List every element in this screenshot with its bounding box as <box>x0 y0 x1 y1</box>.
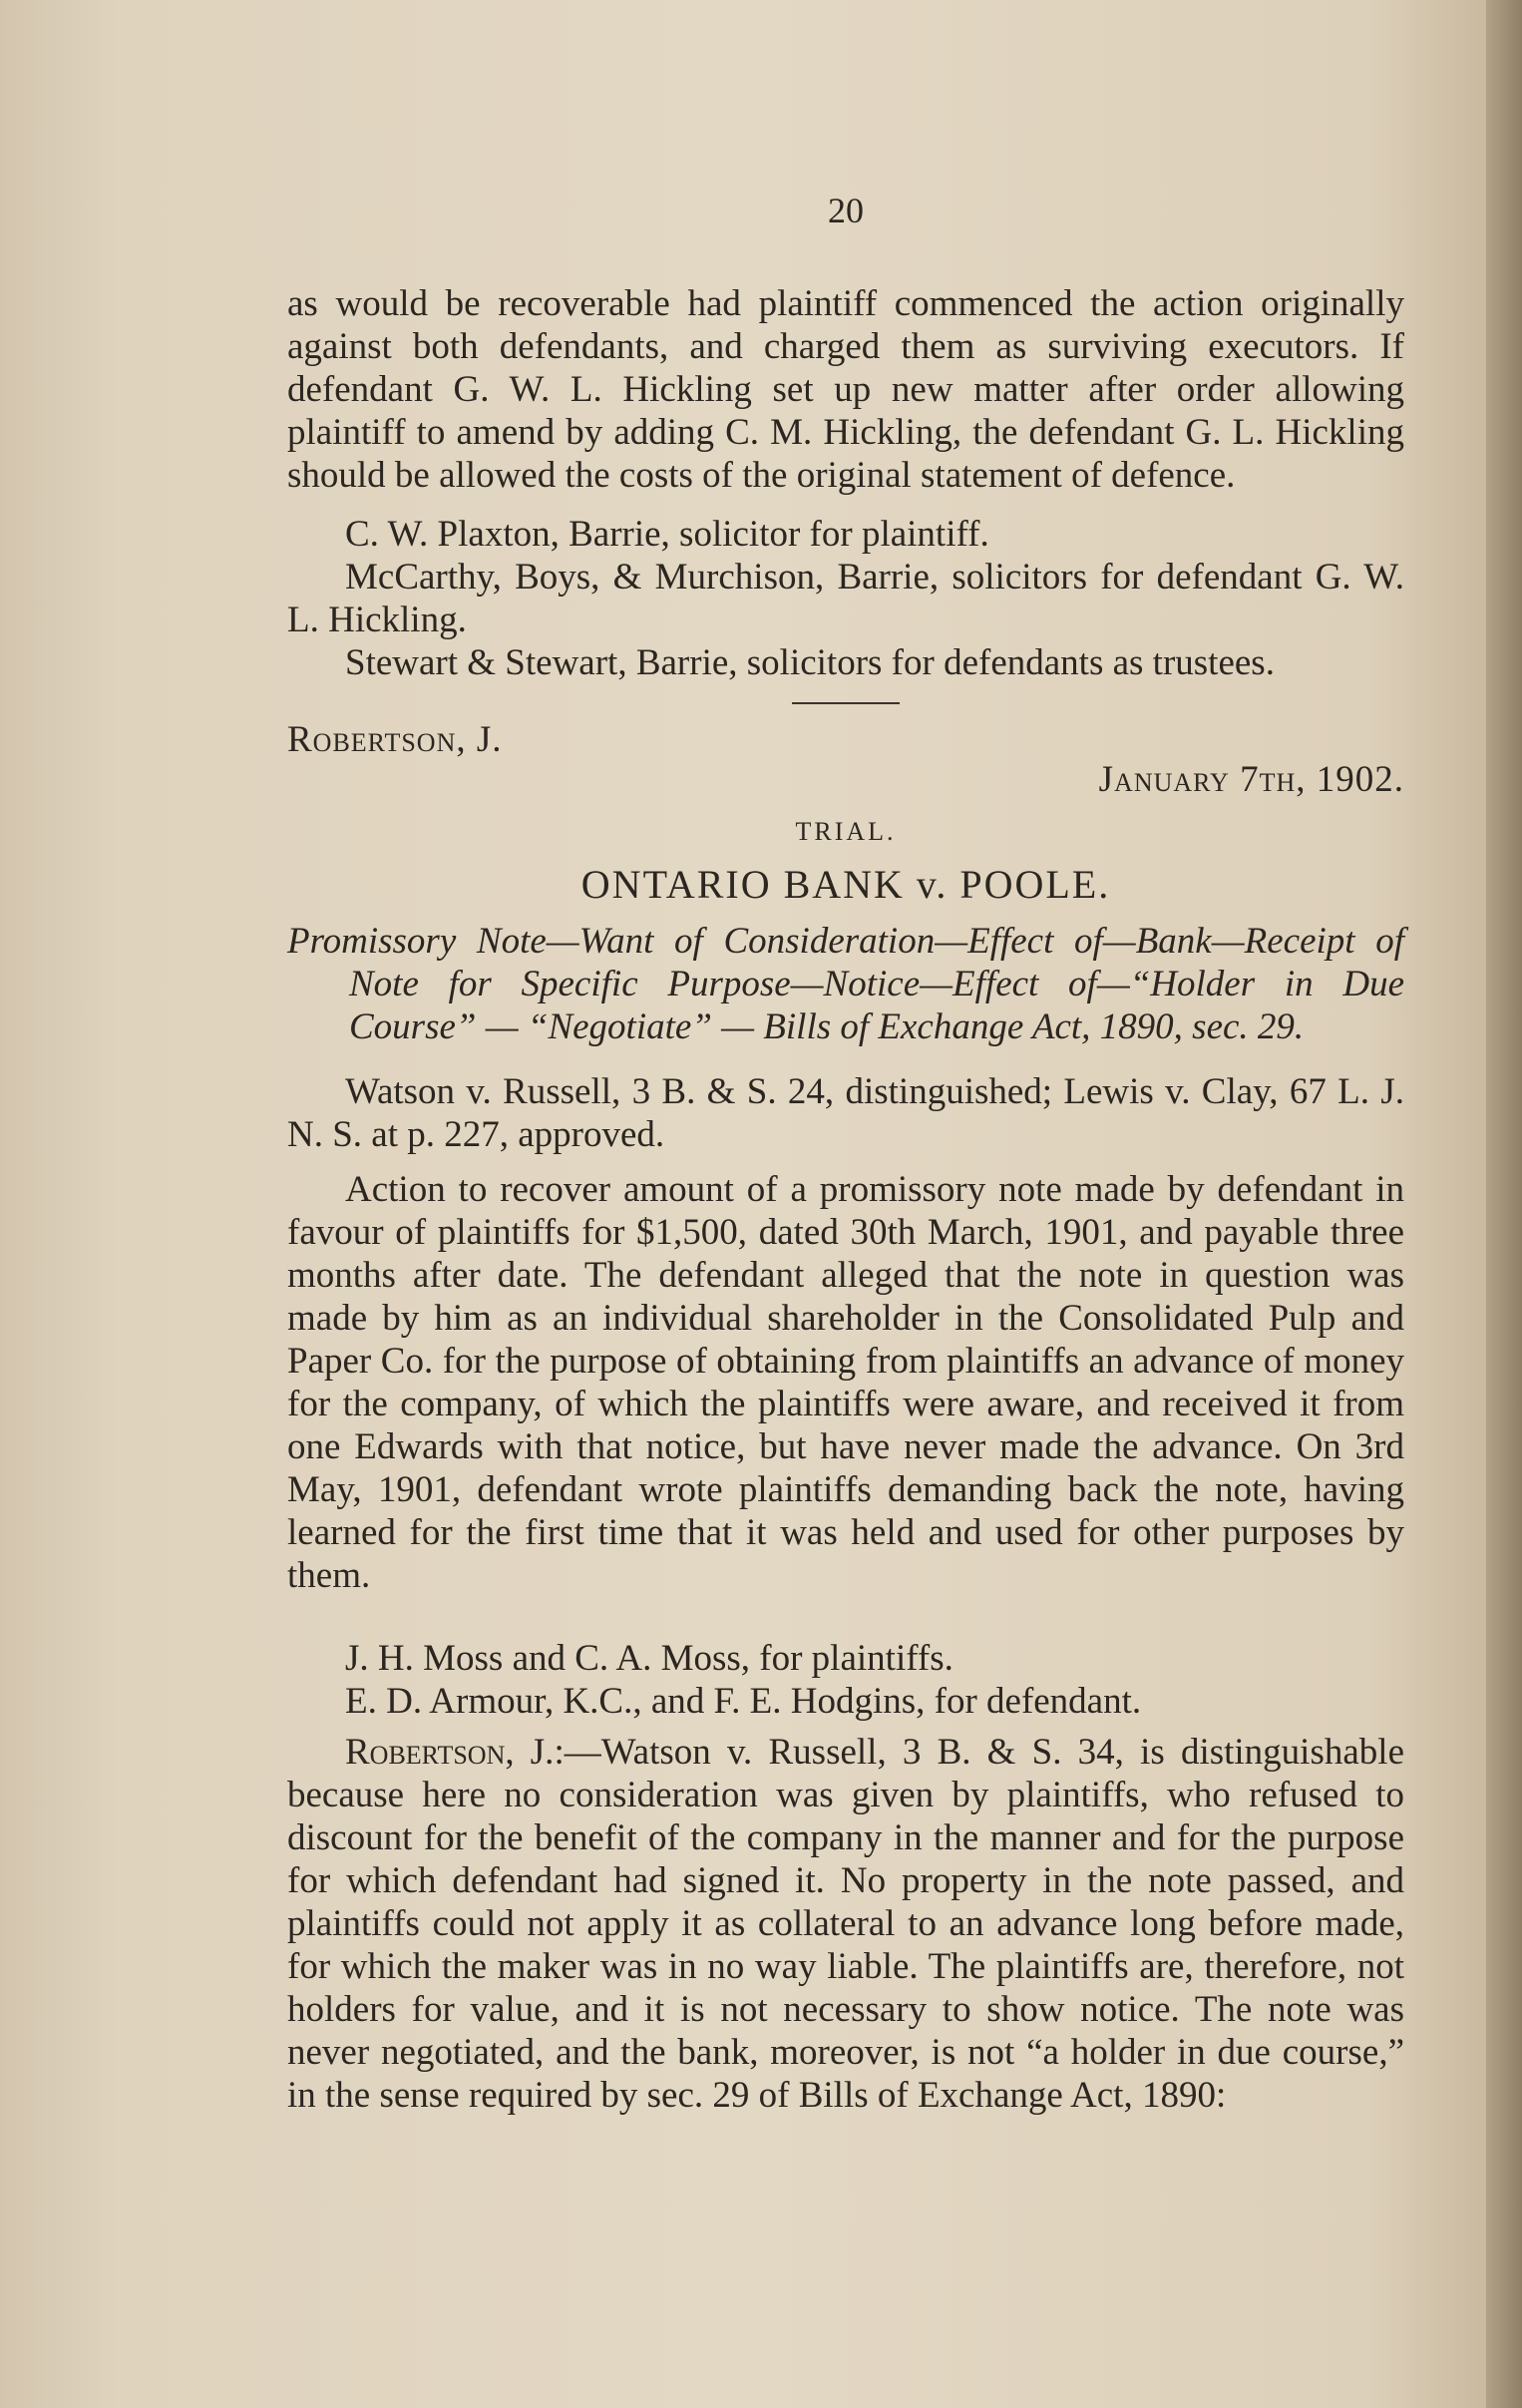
cases-cited: Watson v. Russell, 3 B. & S. 24, distinguished; Lewis v. Clay, 67 L. J. N. S. at p. 227, approved. <box>287 1071 1404 1155</box>
case-title: ONTARIO BANK v. POOLE. <box>580 862 1111 907</box>
judge-date-line <box>287 718 1404 810</box>
judgment-text: :—Watson v. Russell, 3 B. & S. 34, is distinguishable because here no consideration was given by plaintiffs, who refused to discount for the benefit of the company in the manner and for the purpose for which defendant had signed it. No property in the note passed, and plaintiffs could not apply it as collateral to an advance long before made, for which the maker was in no way liable. The plaintiffs are, therefore, not holders for value, and it is not necessary to show notice. The note was never negotiated, and the bank, moreover, is not “a holder in due course,” in the sense required by sec. 29 of Bills of Exchange Act, 1890: <box>287 1732 1404 2116</box>
headnote: Promissory Note—Want of Consideration—Effect of—Bank—Receipt of Note for Specific Purpose—Notice—Effect of—“Holder in Due Course” — “Negotiate” — Bills of Exchange Act, 1890, sec. 29. <box>287 921 1404 1047</box>
section-divider <box>792 702 900 704</box>
judge-name: Robertson, J. <box>287 719 503 760</box>
statement-of-facts: Action to recover amount of a promissory note made by defendant in favour of plaintiffs for $1,500, dated 30th March, 1901, and payable three months after date. The defendant alleged that the note in question was made by him as an individual shareholder in the Consolidated Pulp and Paper Co. for the purpose of obtaining from plaintiffs an advance of money for the company, of which the plaintiffs were aware, and received it from one Edwards with that notice, but have never made the advance. On 3rd May, 1901, defendant wrote plaintiffs demanding back the note, having learned for the first time that it was held and used for other purposes by them. <box>287 1169 1404 1596</box>
page-edge <box>1486 0 1522 2408</box>
solicitor-defendant: McCarthy, Boys, & Murchison, Barrie, solicitors for defendant G. W. L. Hickling. <box>287 557 1404 640</box>
page-number: 20 <box>828 191 864 230</box>
judgment-paragraph <box>287 1731 1404 2117</box>
page-content <box>287 190 1404 2117</box>
counsel-defendant: E. D. Armour, K.C., and F. E. Hodgins, for defendant. <box>345 1681 1142 1722</box>
judgment-judge: Robertson, J. <box>345 1732 555 1773</box>
decision-date: January 7th, 1902. <box>1098 759 1404 800</box>
counsel-plaintiffs: J. H. Moss and C. A. Moss, for plaintiffs. <box>345 1638 953 1679</box>
solicitor-trustees: Stewart & Stewart, Barrie, solicitors for defendants as trustees. <box>345 642 1275 683</box>
solicitor-plaintiff: C. W. Plaxton, Barrie, solicitor for plaintiff. <box>345 514 989 555</box>
trial-label: TRIAL. <box>795 817 897 846</box>
continued-paragraph: as would be recoverable had plaintiff commenced the action originally against both defendants, and charged them as surviving executors. If defendant G. W. L. Hickling set up new matter after order allowing plaintiff to amend by adding C. M. Hickling, the defendant G. L. Hickling should be allowed the costs of the original statement of defence. <box>287 283 1404 496</box>
